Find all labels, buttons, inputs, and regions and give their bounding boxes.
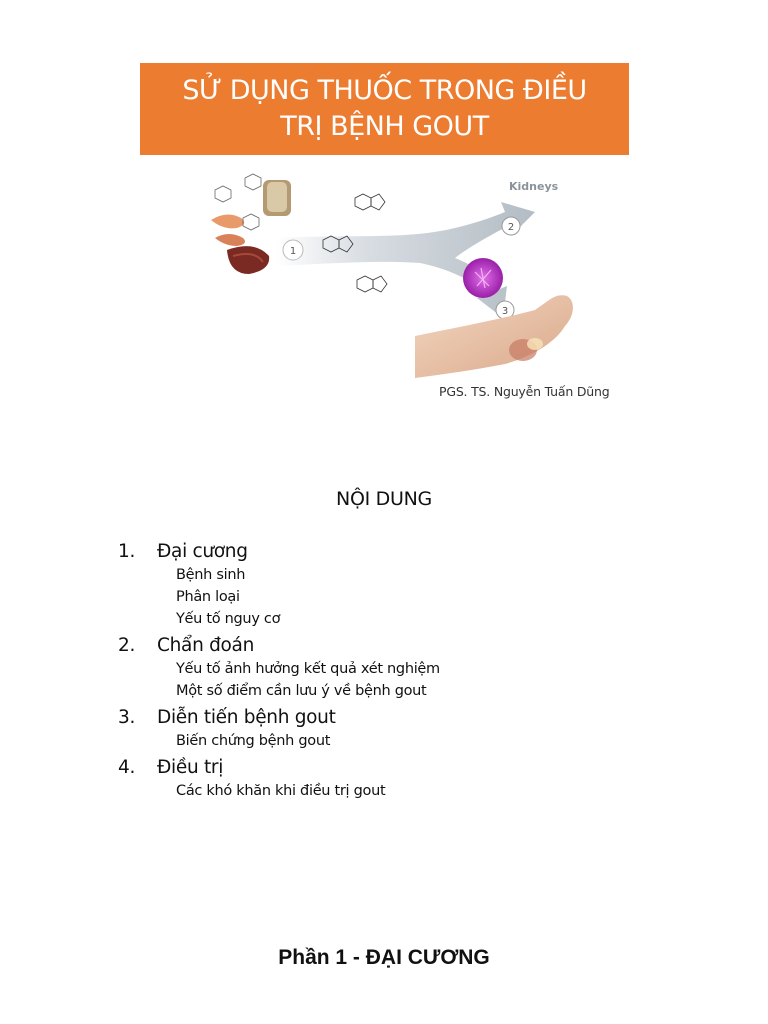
toc-item-label: Điều trị [157,757,224,778]
table-of-contents [118,540,638,806]
metabolism-arrow [275,202,535,318]
toc-item-number: 2. [118,635,136,656]
author-name: PGS. TS. Nguyễn Tuấn Dũng [439,384,610,399]
gout-pathway-illustration [205,168,605,383]
toc-item-label: Đại cương [157,541,248,562]
toc-item-label: Diễn tiến bệnh gout [157,707,336,728]
toc-subitem: Yếu tố ảnh hưởng kết quả xét nghiệm [176,661,440,677]
toc-item-1 [118,540,638,630]
toc-item-number: 3. [118,707,136,728]
toc-subitem: Biến chứng bệnh gout [176,733,331,749]
toc-subitem: Bệnh sinh [176,567,246,583]
step-3-label: 3 [501,306,509,317]
toc-item-number: 4. [118,757,136,778]
toc-item-2 [118,634,638,702]
toc-subitem: Phân loại [176,589,240,605]
title-banner [140,63,629,155]
title-line-1: SỬ DỤNG THUỐC TRONG ĐIỀU [182,75,587,106]
toc-subitem: Các khó khăn khi điều trị gout [176,783,386,799]
step-2-label: 2 [507,222,515,233]
toc-subitem: Một số điểm cần lưu ý về bệnh gout [176,683,427,699]
toc-item-3 [118,706,638,752]
kidneys-label: Kidneys [509,180,559,193]
toc-item-number: 1. [118,541,136,562]
toc-title: NỘI DUNG [336,488,432,510]
step-1-label: 1 [289,246,297,257]
toc-item-label: Chẩn đoán [157,635,255,656]
title-line-2: TRỊ BỆNH GOUT [280,111,489,142]
part-heading: Phần 1 - ĐẠI CƯƠNG [278,946,490,969]
toc-subitem: Yếu tố nguy cơ [176,611,281,627]
toc-item-4 [118,756,638,802]
